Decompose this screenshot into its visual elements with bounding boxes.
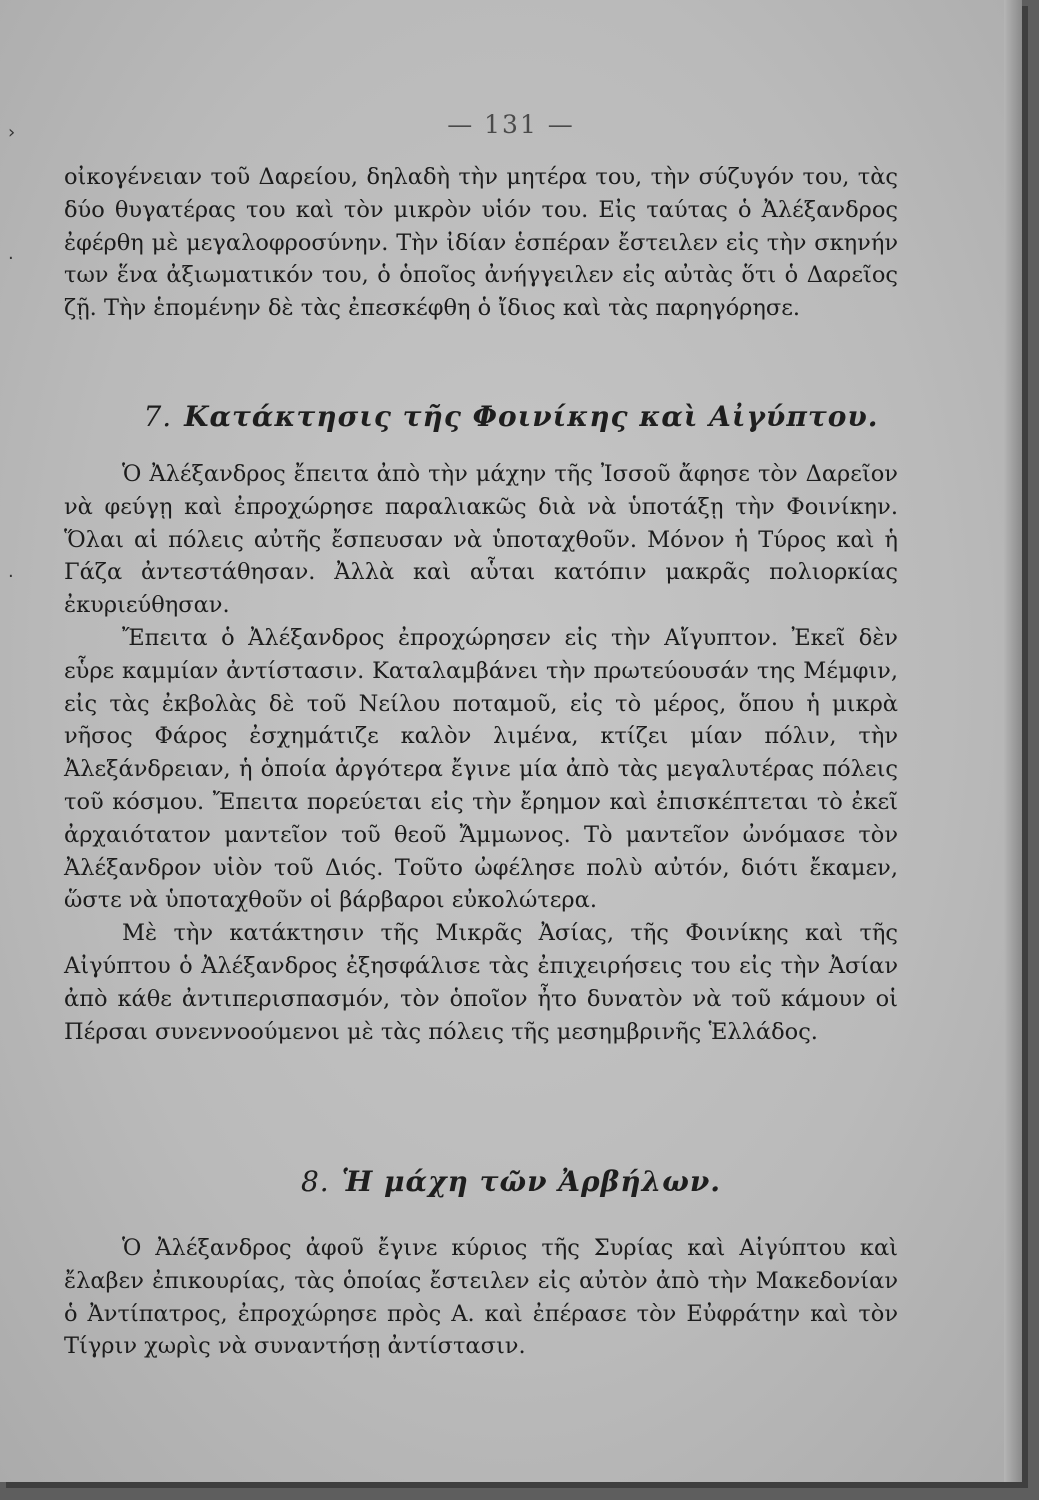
section-number: 8.: [300, 1165, 330, 1198]
margin-mark: ·: [8, 248, 14, 269]
paragraph: Ὁ Ἀλέξανδρος ἀφοῦ ἔγινε κύριος τῆς Συρίας καὶ Αἰγύπτου καὶ ἔλαβεν ἐπικουρίας, τὰς ὁποίας ἔστειλεν εἰς αὐτὸν ἀπὸ τὴν Μακεδονίαν ὁ Ἀντίπατρος, ἐπροχώρησε πρὸς Α. καὶ ἐπέρασε τὸν Εὐφράτην καὶ τὸν Τίγριν χωρὶς νὰ συναντήσῃ ἀντίστασιν.: [64, 1235, 898, 1360]
section-number: 7.: [143, 400, 173, 433]
page-edge-shadow: [1004, 0, 1022, 1482]
paragraph: Ἔπειτα ὁ Ἀλέξανδρος ἐπροχώρησεν εἰς τὴν Αἴγυπτον. Ἐκεῖ δὲν εὗρε καμμίαν ἀντίστασιν. Καταλαμβάνει τὴν πρωτεύουσάν της Μέμφιν, εἰς τὰς ἐκβολὰς δὲ τοῦ Νείλου ποταμοῦ, εἰς τὸ μέρος, ὅπου ἡ μικρὰ νῆσος Φάρος ἐσχημάτιζε καλὸν λιμένα, κτίζει μίαν πόλιν, τὴν Ἀλεξάνδρειαν, ἡ ὁποία ἀργότερα ἔγινε μία ἀπὸ τὰς μεγαλυτέρας πόλεις τοῦ κόσμου. Ἔπειτα πορεύεται εἰς τὴν ἔρημον καὶ ἐπισκέπτεται τὸ ἐκεῖ ἀρχαιότατον μαντεῖον τοῦ θεοῦ Ἄμμωνος. Τὸ μαντεῖον ὠνόμασε τὸν Ἀλέξανδρον υἱὸν τοῦ Διός. Τοῦτο ὠφέλησε πολὺ αὐτόν, διότι ἔκαμεν, ὥστε νὰ ὑποταχθοῦν οἱ βάρβαροι εὐκολώτερα.: [64, 624, 898, 914]
margin-mark: ·: [8, 566, 14, 587]
section-7-body: [64, 458, 898, 1048]
section-6-continuation: [64, 161, 898, 325]
section-8-heading: [0, 1165, 1022, 1198]
section-title: Κατάκτησις τῆς Φοινίκης καὶ Αἰγύπτου.: [184, 400, 879, 433]
paragraph: οἰκογένειαν τοῦ Δαρείου, δηλαδὴ τὴν μητέρα του, τὴν σύζυγόν του, τὰς δύο θυγατέρας του καὶ τὸν μικρὸν υἱόν του. Εἰς ταύτας ὁ Ἀλέξανδρος ἐφέρθη μὲ μεγαλοφροσύνην. Τὴν ἰδίαν ἑσπέραν ἔστειλεν εἰς τὴν σκηνήν των ἕνα ἀξιωματικόν του, ὁ ὁποῖος ἀνήγγειλεν εἰς αὐτὰς ὅτι ὁ Δαρεῖος ζῇ. Τὴν ἑπομένην δὲ τὰς ἐπεσκέφθη ὁ ἴδιος καὶ τὰς παρηγόρησε.: [64, 164, 898, 322]
section-title: Ἡ μάχη τῶν Ἀρβήλων.: [341, 1165, 722, 1198]
page-number: — 131 —: [447, 110, 575, 139]
paragraph: Μὲ τὴν κατάκτησιν τῆς Μικρᾶς Ἀσίας, τῆς Φοινίκης καὶ τῆς Αἰγύπτου ὁ Ἀλέξανδρος ἐξησφάλισε τὰς ἐπιχειρήσεις του εἰς τὴν Ἀσίαν ἀπὸ κάθε ἀντιπερισπασμόν, τὸν ὁποῖον ἦτο δυνατὸν νὰ τοῦ κάμουν οἱ Πέρσαι συνεννοούμενοι μὲ τὰς πόλεις τῆς μεσημβρινῆς Ἑλλάδος.: [64, 920, 898, 1045]
section-8-body: [64, 1232, 898, 1363]
margin-mark: ›: [8, 122, 16, 143]
section-7-heading: [0, 400, 1022, 433]
paragraph: Ὁ Ἀλέξανδρος ἔπειτα ἀπὸ τὴν μάχην τῆς Ἰσσοῦ ἄφησε τὸν Δαρεῖον νὰ φεύγῃ καὶ ἐπροχώρησε παραλιακῶς διὰ νὰ ὑποτάξῃ τὴν Φοινίκην. Ὅλαι αἱ πόλεις αὐτῆς ἔσπευσαν νὰ ὑποταχθοῦν. Μόνον ἡ Τύρος καὶ ἡ Γάζα ἀντεστάθησαν. Ἀλλὰ καὶ αὗται κατόπιν μακρᾶς πολιορκίας ἐκυριεύθησαν.: [64, 461, 898, 619]
